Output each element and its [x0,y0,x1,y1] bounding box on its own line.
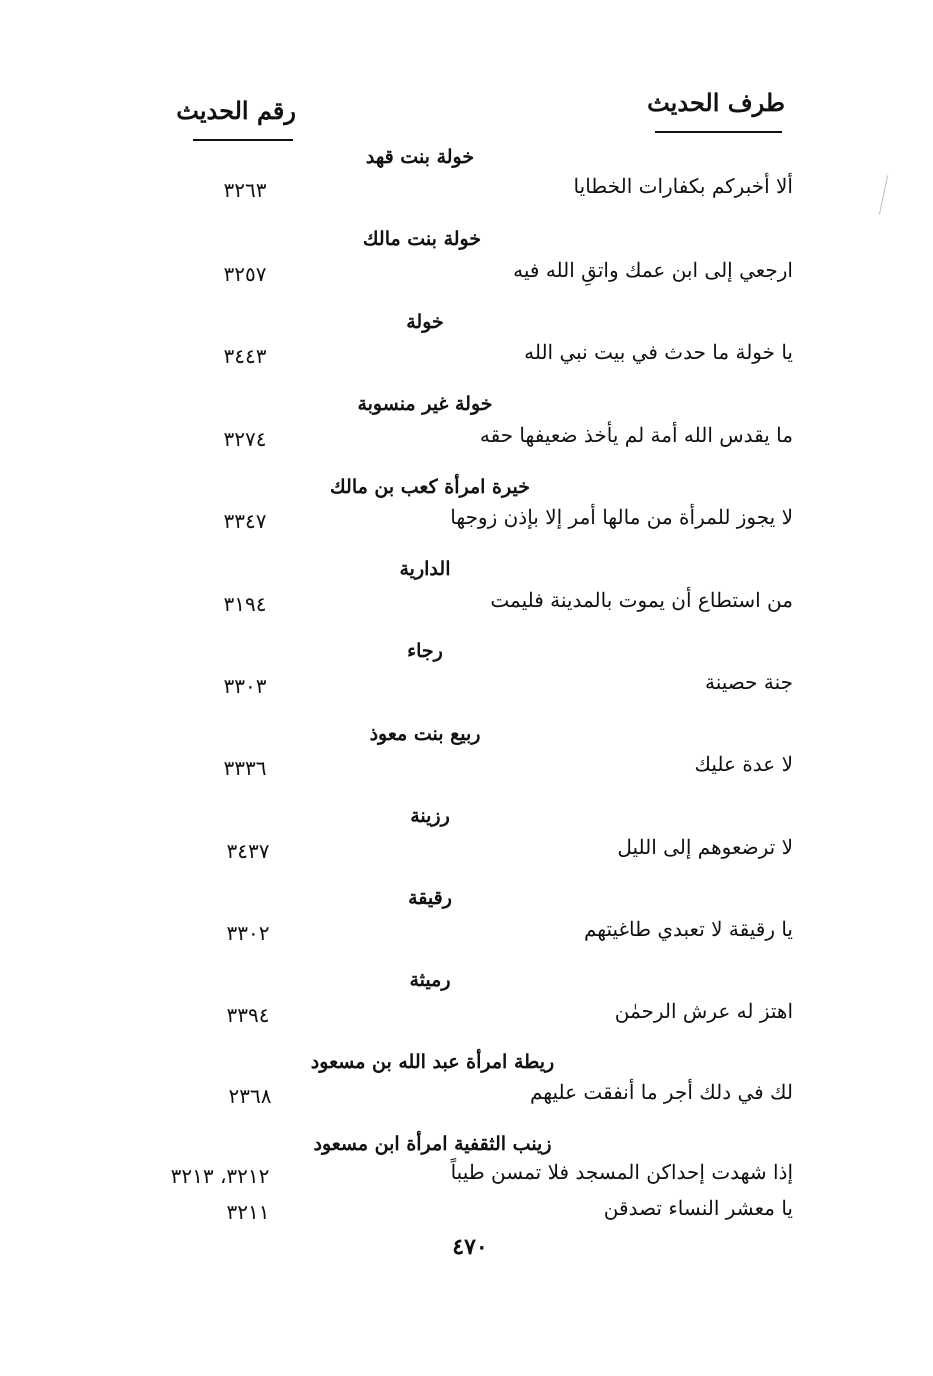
hadith-text: يا رقيقة لا تعبدي طاغيتهم [583,917,793,941]
narrator-name: خولة بنت قهد [365,146,475,168]
hadith-text: ما يقدس الله أمة لم يأخذ ضعيفها حقه [479,423,793,447]
narrator-name: الدارية [399,558,451,580]
hadith-number: ٣٣٠٣ [223,674,267,698]
hadith-number: ٣٣٠٢ [226,921,270,945]
narrator-name: ربيع بنت معوذ [369,723,481,745]
hadith-number: ٣٢١٢، ٣٢١٣ [170,1164,270,1188]
hadith-text: ارجعي إلى ابن عمك واتقِ الله فيه [513,258,793,282]
hadith-text: لا عدة عليك [694,752,793,776]
narrator-name: رجاء [407,640,443,662]
hadith-text: جنة حصينة [705,670,793,694]
hadith-text: اهتز له عرش الرحمٰن [614,999,793,1023]
hadith-number: ٣٣٩٤ [226,1003,270,1027]
header-underline-left [193,139,293,141]
hadith-number: ٣٢٦٣ [223,178,267,202]
narrator-name: خيرة امرأة كعب بن مالك [330,476,530,498]
narrator-name: زينب الثقفية امرأة ابن مسعود [313,1133,552,1155]
narrator-name: رزينة [410,805,450,827]
hadith-number: ٣٢١١ [226,1200,270,1224]
page-number: ٤٧٠ [452,1234,488,1260]
hadith-text: لا يجوز للمرأة من مالها أمر إلا بإذن زوجها [450,505,793,529]
narrator-name: خولة غير منسوبة [357,393,493,415]
hadith-text: يا معشر النساء تصدقن [603,1196,793,1220]
hadith-number: ٣٤٤٣ [223,344,267,368]
hadith-text: لا ترضعوهم إلى الليل [617,835,793,859]
narrator-name: خولة [406,311,444,333]
header-underline-right [655,131,782,133]
column-header-hadith-number: رقم الحديث [176,96,296,125]
column-header-hadith-start: طرف الحديث [647,88,785,117]
hadith-number: ٣٣٣٦ [223,756,267,780]
scan-mark [879,175,888,214]
narrator-name: رقيقة [408,887,452,909]
narrator-name: ريطة امرأة عبد الله بن مسعود [310,1051,555,1073]
hadith-number: ٣٢٧٤ [223,427,267,451]
hadith-text: إذا شهدت إحداكن المسجد فلا تمسن طيباً [450,1160,793,1184]
narrator-name: رميثة [409,969,451,991]
hadith-text: يا خولة ما حدث في بيت نبي الله [524,340,793,364]
hadith-number: ٣٢٥٧ [223,262,267,286]
hadith-text: ألا أخبركم بكفارات الخطايا [573,174,793,198]
hadith-number: ٣٣٤٧ [223,509,267,533]
hadith-number: ٢٣٦٨ [228,1084,272,1108]
hadith-number: ٣١٩٤ [223,592,267,616]
narrator-name: خولة بنت مالك [362,228,482,250]
hadith-number: ٣٤٣٧ [226,839,270,863]
hadith-text: من استطاع أن يموت بالمدينة فليمت [490,588,793,612]
hadith-text: لك في دلك أجر ما أنفقت عليهم [529,1080,793,1104]
